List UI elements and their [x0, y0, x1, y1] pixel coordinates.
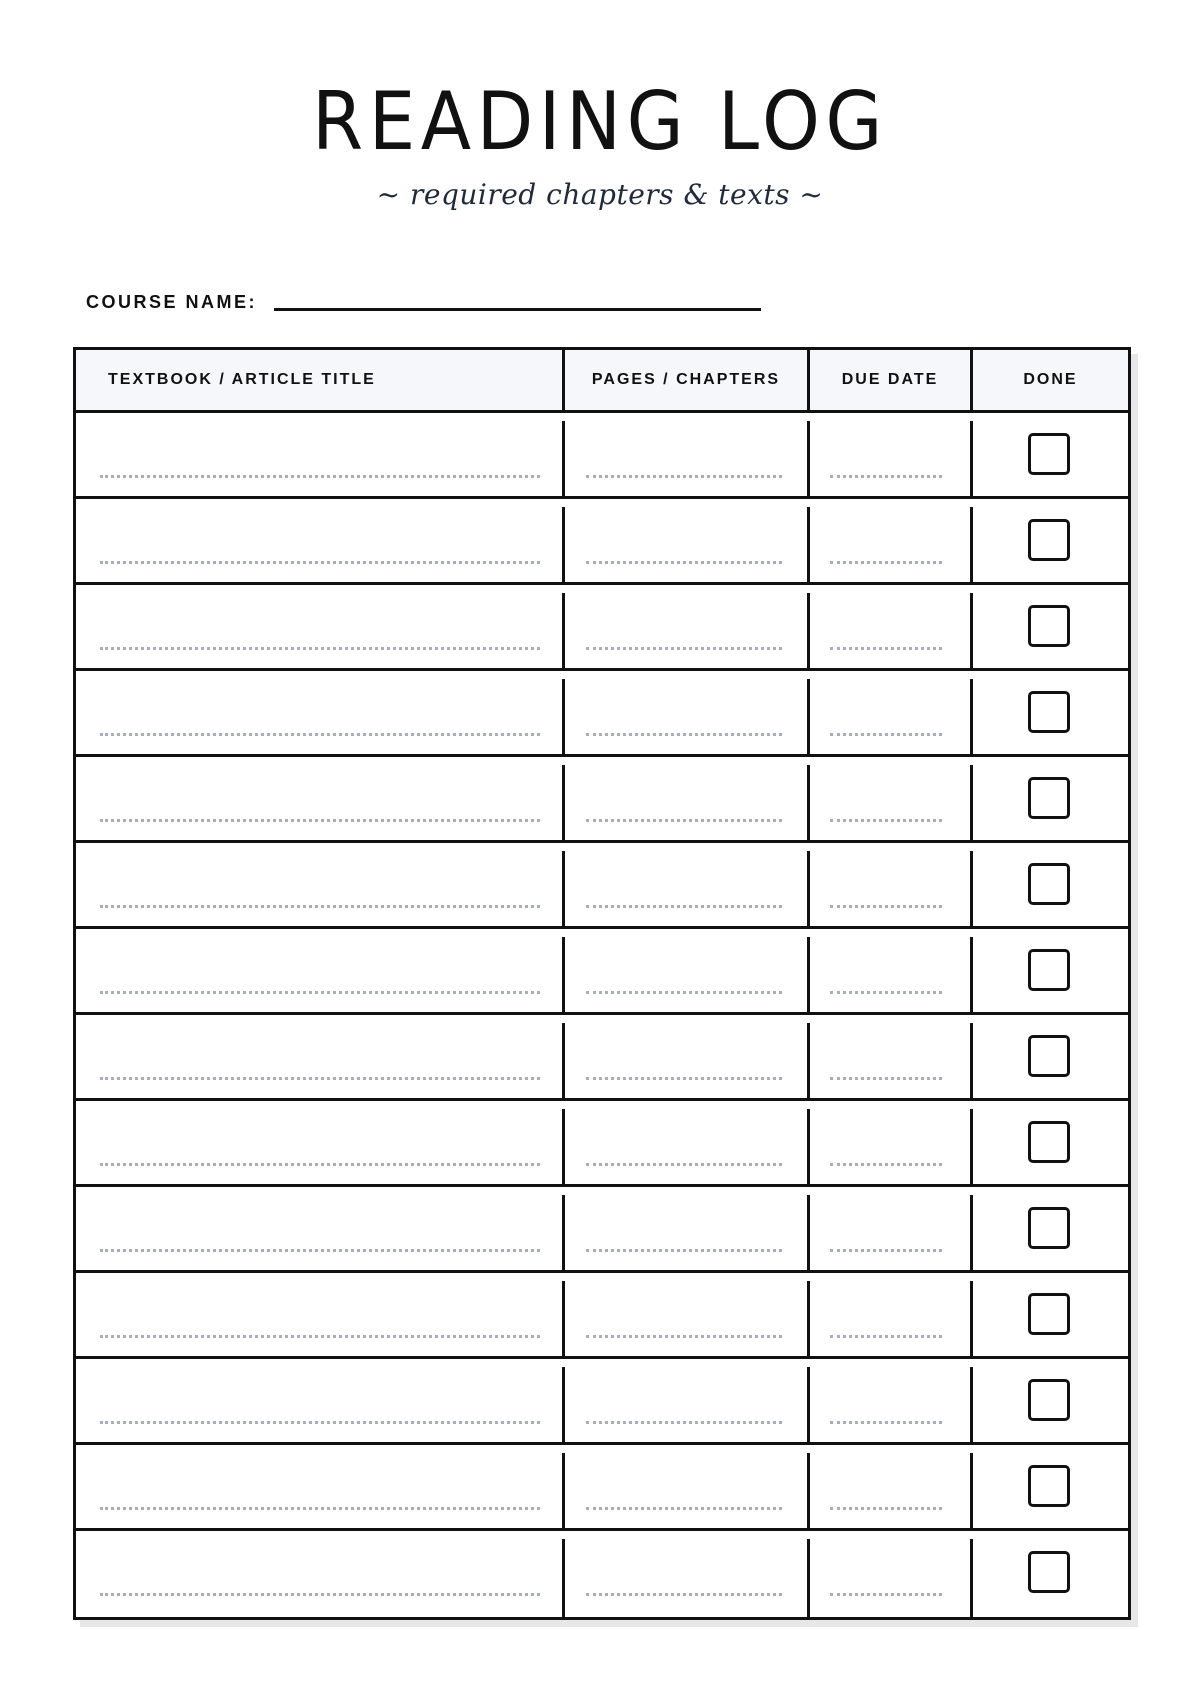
done-checkbox[interactable]: [1028, 777, 1070, 819]
pages-field[interactable]: [586, 1507, 782, 1510]
row-divider: [970, 1539, 973, 1617]
pages-field[interactable]: [586, 905, 782, 908]
due-date-field[interactable]: [830, 1163, 942, 1166]
title-field[interactable]: [100, 561, 540, 564]
due-date-field[interactable]: [830, 561, 942, 564]
title-field[interactable]: [100, 1163, 540, 1166]
done-checkbox[interactable]: [1028, 949, 1070, 991]
row-divider: [970, 421, 973, 499]
pages-field[interactable]: [586, 647, 782, 650]
pages-field[interactable]: [586, 819, 782, 822]
pages-field[interactable]: [586, 1335, 782, 1338]
row-divider: [562, 1195, 565, 1273]
row-divider: [807, 679, 810, 757]
pages-field[interactable]: [586, 561, 782, 564]
due-date-field[interactable]: [830, 991, 942, 994]
row-divider: [970, 1281, 973, 1359]
due-date-field[interactable]: [830, 1593, 942, 1596]
row-divider: [807, 507, 810, 585]
due-date-field[interactable]: [830, 1249, 942, 1252]
title-field[interactable]: [100, 1421, 540, 1424]
table-row: [76, 499, 1128, 585]
table-row: [76, 1015, 1128, 1101]
due-date-field[interactable]: [830, 647, 942, 650]
row-divider: [807, 851, 810, 929]
due-date-field[interactable]: [830, 819, 942, 822]
row-divider: [970, 1023, 973, 1101]
row-divider: [562, 421, 565, 499]
table-row: [76, 1273, 1128, 1359]
row-divider: [970, 679, 973, 757]
table-row: [76, 843, 1128, 929]
column-header-title: TEXTBOOK / ARTICLE TITLE: [108, 371, 376, 388]
pages-field[interactable]: [586, 1163, 782, 1166]
row-divider: [562, 679, 565, 757]
row-divider: [562, 1281, 565, 1359]
row-divider: [562, 1023, 565, 1101]
due-date-field[interactable]: [830, 1421, 942, 1424]
header-divider: [970, 350, 973, 410]
table-row: [76, 585, 1128, 671]
table-row: [76, 671, 1128, 757]
done-checkbox[interactable]: [1028, 1551, 1070, 1593]
row-divider: [562, 1453, 565, 1531]
table-row: [76, 1445, 1128, 1531]
pages-field[interactable]: [586, 1249, 782, 1252]
row-divider: [807, 1023, 810, 1101]
title-field[interactable]: [100, 1507, 540, 1510]
pages-field[interactable]: [586, 1421, 782, 1424]
column-header-done: DONE: [1023, 371, 1078, 388]
row-divider: [807, 765, 810, 843]
done-checkbox[interactable]: [1028, 691, 1070, 733]
pages-field[interactable]: [586, 991, 782, 994]
done-checkbox[interactable]: [1028, 1293, 1070, 1335]
done-checkbox[interactable]: [1028, 605, 1070, 647]
row-divider: [807, 421, 810, 499]
row-divider: [562, 1109, 565, 1187]
due-date-field[interactable]: [830, 1335, 942, 1338]
due-date-field[interactable]: [830, 475, 942, 478]
table-header: [76, 350, 1128, 413]
due-date-field[interactable]: [830, 733, 942, 736]
row-divider: [807, 1195, 810, 1273]
row-divider: [562, 1367, 565, 1445]
pages-field[interactable]: [586, 475, 782, 478]
page-title: READING LOG: [312, 75, 888, 168]
title-field[interactable]: [100, 905, 540, 908]
done-checkbox[interactable]: [1028, 1121, 1070, 1163]
row-divider: [807, 1109, 810, 1187]
table-row: [76, 1187, 1128, 1273]
row-divider: [970, 1367, 973, 1445]
title-field[interactable]: [100, 647, 540, 650]
row-divider: [807, 1539, 810, 1617]
done-checkbox[interactable]: [1028, 1465, 1070, 1507]
row-divider: [807, 1281, 810, 1359]
row-divider: [970, 851, 973, 929]
table-row: [76, 929, 1128, 1015]
row-divider: [807, 593, 810, 671]
column-header-due-date: DUE DATE: [841, 371, 939, 388]
row-divider: [562, 1539, 565, 1617]
header-divider: [807, 350, 810, 410]
row-divider: [807, 937, 810, 1015]
row-divider: [807, 1367, 810, 1445]
row-divider: [562, 851, 565, 929]
reading-log-table: [73, 347, 1131, 1620]
done-checkbox[interactable]: [1028, 1207, 1070, 1249]
pages-field[interactable]: [586, 733, 782, 736]
row-divider: [970, 1453, 973, 1531]
table-row: [76, 1359, 1128, 1445]
title-field[interactable]: [100, 991, 540, 994]
course-name-label: COURSE NAME:: [86, 292, 258, 312]
header-divider: [562, 350, 565, 410]
row-divider: [562, 507, 565, 585]
table-row: [76, 1101, 1128, 1187]
done-checkbox[interactable]: [1028, 863, 1070, 905]
course-name-field[interactable]: [274, 308, 761, 311]
pages-field[interactable]: [586, 1593, 782, 1596]
row-divider: [970, 593, 973, 671]
title-field[interactable]: [100, 819, 540, 822]
row-divider: [562, 593, 565, 671]
row-divider: [807, 1453, 810, 1531]
done-checkbox[interactable]: [1028, 433, 1070, 475]
due-date-field[interactable]: [830, 1507, 942, 1510]
row-divider: [970, 1195, 973, 1273]
title-field[interactable]: [100, 1077, 540, 1080]
title-field[interactable]: [100, 1593, 540, 1596]
pages-field[interactable]: [586, 1077, 782, 1080]
title-field[interactable]: [100, 1335, 540, 1338]
done-checkbox[interactable]: [1028, 519, 1070, 561]
row-divider: [970, 937, 973, 1015]
due-date-field[interactable]: [830, 1077, 942, 1080]
row-divider: [562, 765, 565, 843]
column-header-pages: PAGES / CHAPTERS: [591, 371, 781, 388]
row-divider: [970, 765, 973, 843]
page-subtitle: ~ required chapters & texts ~: [376, 178, 824, 211]
row-divider: [970, 507, 973, 585]
due-date-field[interactable]: [830, 905, 942, 908]
title-field[interactable]: [100, 1249, 540, 1252]
row-divider: [970, 1109, 973, 1187]
table-row: [76, 757, 1128, 843]
table-row: [76, 1531, 1128, 1617]
table-row: [76, 413, 1128, 499]
row-divider: [562, 937, 565, 1015]
done-checkbox[interactable]: [1028, 1379, 1070, 1421]
title-field[interactable]: [100, 733, 540, 736]
done-checkbox[interactable]: [1028, 1035, 1070, 1077]
title-field[interactable]: [100, 475, 540, 478]
